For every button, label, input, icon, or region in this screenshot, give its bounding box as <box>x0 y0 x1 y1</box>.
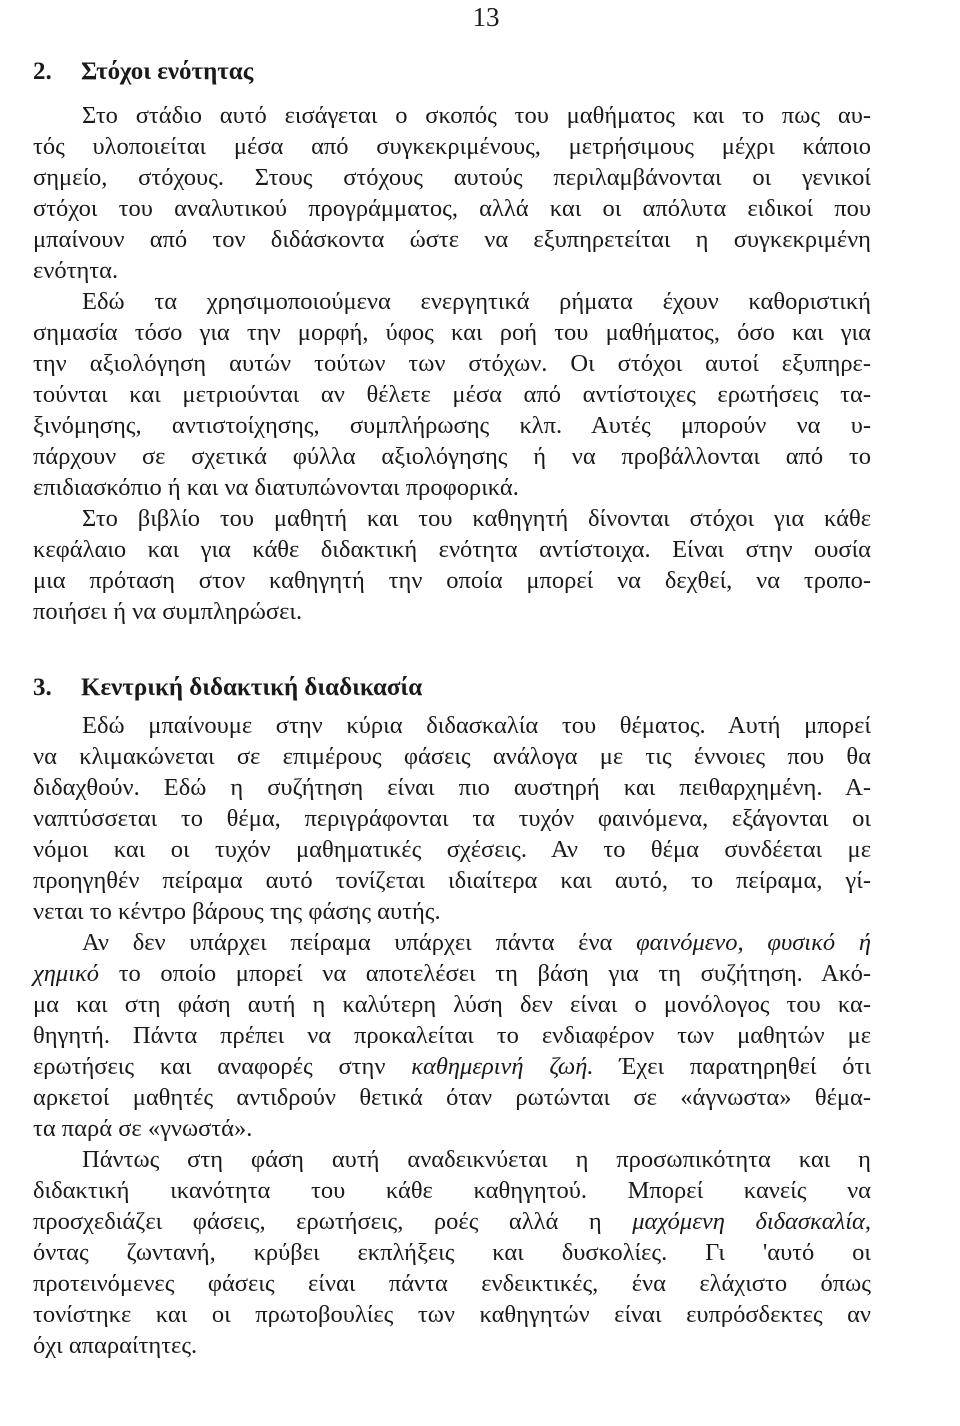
text-line: όχι απαραίτητες. <box>33 1332 198 1359</box>
section-2-heading <box>33 58 253 86</box>
text-line: προτεινόμενες φάσεις είναι πάντα ενδεικτικές, ένα ελάχιστο όπως <box>33 1270 871 1297</box>
text-line: ξινόμησης, αντιστοίχησης, συμπλήρωσης κλπ. Αυτές μπορούν να υ- <box>33 412 871 439</box>
section-3-title: Κεντρική διδακτική διαδικασία <box>81 674 423 701</box>
text-line: μια πρόταση στον καθηγητή την οποία μπορεί να δεχθεί, να τροπο- <box>33 567 871 594</box>
text-line: νόμοι και οι τυχόν μαθηματικές σχέσεις. Αν το θέμα συνδέεται με <box>33 836 871 863</box>
section-2-title: Στόχοι ενότητας <box>81 58 254 85</box>
section-2-body <box>33 100 871 627</box>
text-line: σημείο, στόχους. Στους στόχους αυτούς περιλαμβάνονται οι γενικοί <box>33 164 871 191</box>
text-line: αρκετοί μαθητές αντιδρούν θετικά όταν ρωτώνται σε «άγνωστα» θέμα- <box>33 1084 871 1111</box>
text-line: διδαχθούν. Εδώ η συζήτηση είναι πιο αυστηρή και πειθαρχημένη. Α- <box>33 774 871 801</box>
text-line: ενότητα. <box>33 257 119 284</box>
text-line <box>33 1206 871 1237</box>
italic-term: φαινόμενο, φυσικό ή <box>636 929 871 956</box>
text-line: τός υλοποιείται μέσα από συγκεκριμένους, μετρήσιμους μέχρι κάποιο <box>33 133 871 160</box>
text-line: θηγητή. Πάντα πρέπει να προκαλείται το ενδιαφέρον των μαθητών με <box>33 1022 871 1049</box>
text-line <box>33 958 871 989</box>
text-line: όντας ζωντανή, κρύβει εκπλήξεις και δυσκολίες. Γι 'αυτό οι <box>33 1239 871 1266</box>
section-3-number: 3. <box>33 674 52 701</box>
text-line: να κλιμακώνεται σε επιμέρους φάσεις ανάλογα με τις έννοιες που θα <box>33 743 871 770</box>
text-span: προσχεδιάζει φάσεις, ερωτήσεις, ροές αλλά η <box>33 1208 633 1235</box>
text-line: τονίστηκε και οι πρωτοβουλίες των καθηγητών είναι ευπρόσδεκτες αν <box>33 1301 871 1328</box>
text-line: νεται το κέντρο βάρους της φάσης αυτής. <box>33 898 441 925</box>
text-line: σημασία τόσο για την μορφή, ύφος και ροή του μαθήματος, όσο και για <box>33 319 871 346</box>
text-line: κεφάλαιο και για κάθε διδακτική ενότητα αντίστοιχα. Είναι στην ουσία <box>33 536 871 563</box>
text-span: Έχει παρατηρηθεί ότι <box>593 1053 871 1080</box>
text-line: ναπτύσσεται το θέμα, περιγράφονται τα τυχόν φαινόμενα, εξάγονται οι <box>33 805 871 832</box>
text-line: τα παρά σε «γνωστά». <box>33 1115 253 1142</box>
section-3-heading <box>33 674 422 702</box>
text-line: Στο στάδιο αυτό εισάγεται ο σκοπός του μαθήματος και το πως αυ- <box>82 102 871 129</box>
text-line: πάρχουν σε σχετικά φύλλα αξιολόγησης ή να προβάλλονται από το <box>33 443 871 470</box>
text-line: τούνται και μετριούνται αν θέλετε μέσα από αντίστοιχες ερωτήσεις τα- <box>33 381 871 408</box>
section-2-number: 2. <box>33 58 52 85</box>
text-line <box>33 927 871 958</box>
text-line: ποιήσει ή να συμπληρώσει. <box>33 598 303 625</box>
text-span: Αν δεν υπάρχει πείραμα υπάρχει πάντα ένα <box>82 929 637 956</box>
italic-term: καθημερινή ζωή. <box>411 1053 594 1080</box>
text-line: Εδώ τα χρησιμοποιούμενα ενεργητικά ρήματα έχουν καθοριστική <box>82 288 871 315</box>
text-span: το οποίο μπορεί να αποτελέσει τη βάση για τη συζήτηση. Ακό- <box>99 960 871 987</box>
text-line: Πάντως στη φάση αυτή αναδεικνύεται η προσωπικότητα και η <box>82 1146 871 1173</box>
text-span: ερωτήσεις και αναφορές στην <box>33 1053 412 1080</box>
text-line: μπαίνουν από τον διδάσκοντα ώστε να εξυπηρετείται η συγκεκριμένη <box>33 226 871 253</box>
text-line: επιδιασκόπιο ή και να διατυπώνονται προφορικά. <box>33 474 519 501</box>
text-line: Εδώ μπαίνουμε στην κύρια διδασκαλία του θέματος. Αυτή μπορεί <box>82 712 871 739</box>
text-line: διδακτική ικανότητα του κάθε καθηγητού. Μπορεί κανείς να <box>33 1177 871 1204</box>
text-line: την αξιολόγηση αυτών τούτων των στόχων. Οι στόχοι αυτοί εξυπηρε- <box>33 350 871 377</box>
text-line: προηγηθέν πείραμα αυτό τονίζεται ιδιαίτερα και αυτό, το πείραμα, γί- <box>33 867 871 894</box>
text-line: μα και στη φάση αυτή η καλύτερη λύση δεν είναι ο μονόλογος του κα- <box>33 991 871 1018</box>
italic-term: χημικό <box>33 960 100 987</box>
text-line: Στο βιβλίο του μαθητή και του καθηγητή δίνονται στόχοι για κάθε <box>82 505 871 532</box>
section-3-body <box>33 710 871 1361</box>
text-line <box>33 1051 871 1082</box>
text-line: στόχοι του αναλυτικού προγράμματος, αλλά και οι απόλυτα ειδικοί που <box>33 195 871 222</box>
italic-term: μαχόμενη διδασκαλία, <box>632 1208 871 1235</box>
page-number: 13 <box>472 2 500 32</box>
